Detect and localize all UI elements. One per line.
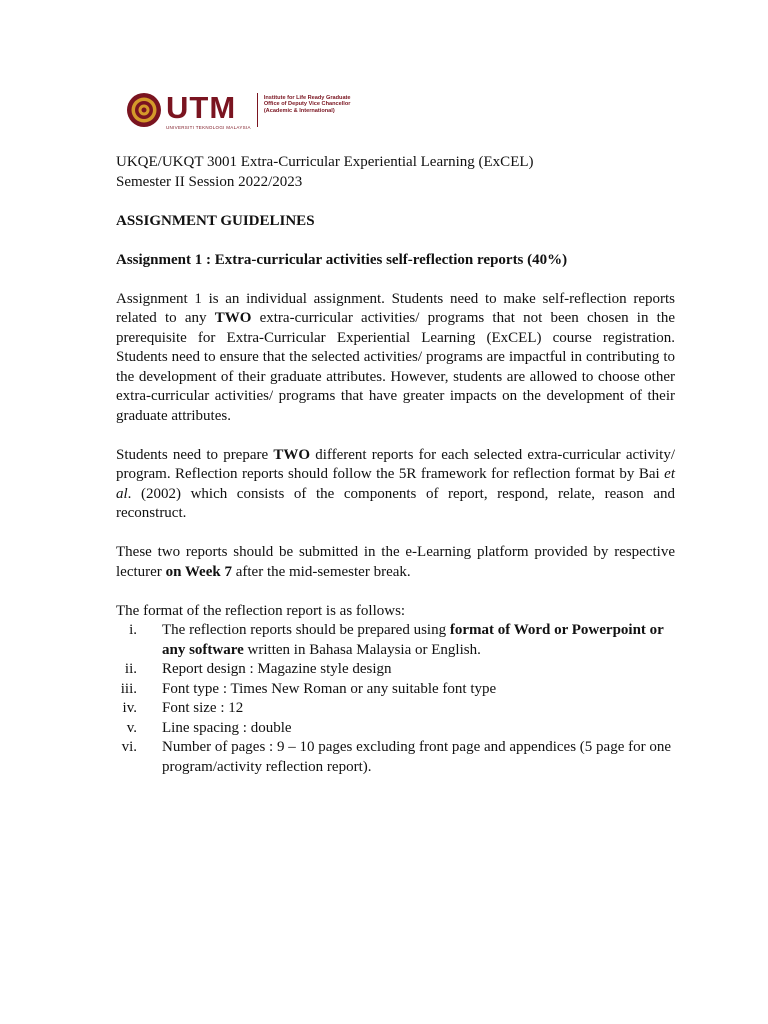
list-item: ii. Report design : Magazine style design xyxy=(124,661,392,677)
format-intro: The format of the reflection report is as follows: xyxy=(116,602,406,619)
list-item: v. Line spacing : double xyxy=(126,719,292,736)
office-line: (Academic & International) xyxy=(263,107,335,114)
list-item: iii. Font type : Times New Roman or any suitable font type xyxy=(120,680,497,697)
submission-paragraph: These two reports should be submitted in the e-Learning platform provided by respective lecturer on Week 7 after the mid-semester break. xyxy=(116,544,675,580)
office-line: Office of Deputy Vice Chancellor xyxy=(263,101,351,108)
document-body xyxy=(116,153,675,777)
utm-wordmark xyxy=(166,92,251,131)
course-session: Semester II Session 2022/2023 xyxy=(116,173,303,190)
format-list xyxy=(116,621,675,777)
guidelines-heading: ASSIGNMENT GUIDELINES xyxy=(116,212,315,229)
utm-logo-text: UTM xyxy=(166,90,237,125)
assignment-description-paragraph: Assignment 1 is an individual assignment. Students need to make self-reflection reports related to any TWO extra-curricular activities/ programs that not been chosen in the prerequisite for Extra-Curricular Experiential Learning (ExCEL) course registration. Students need to ensure that the selected activities/ programs are impactful in contributing to the development of their graduate attributes. However, students are allowed to choose other extra-curricular activities/ programs that have greater impacts on the development of their graduate attributes. xyxy=(116,290,675,424)
utm-logo-subtext: UNIVERSITI TEKNOLOGI MALAYSIA xyxy=(166,125,251,130)
assignment-title: Assignment 1 : Extra-curricular activities self-reflection reports (40%) xyxy=(116,251,568,268)
utm-seal-icon xyxy=(126,92,162,128)
office-name xyxy=(264,95,351,114)
course-title: UKQE/UKQT 3001 Extra-Curricular Experiential Learning (ExCEL) xyxy=(116,154,534,170)
office-line: Institute for Life Ready Graduate xyxy=(263,95,351,101)
list-item: iv. Font size : 12 xyxy=(122,700,244,716)
utm-letterhead xyxy=(126,92,351,134)
list-item: i. The reflection reports should be prepared using format of Word or Powerpoint or any software written in Bahasa Malaysia or English. xyxy=(129,622,664,658)
report-requirements-paragraph: Students need to prepare TWO different reports for each selected extra-curricular activity/ program. Reflection reports should follow the 5R framework for reflection format by Bai et al. (2002) which consists of the components of report, respond, relate, reason and reconstruct. xyxy=(116,446,675,521)
letterhead-divider xyxy=(257,93,258,127)
list-item: vi. Number of pages : 9 – 10 pages excluding front page and appendices (5 page for one program/activity reflection report). xyxy=(121,739,671,775)
